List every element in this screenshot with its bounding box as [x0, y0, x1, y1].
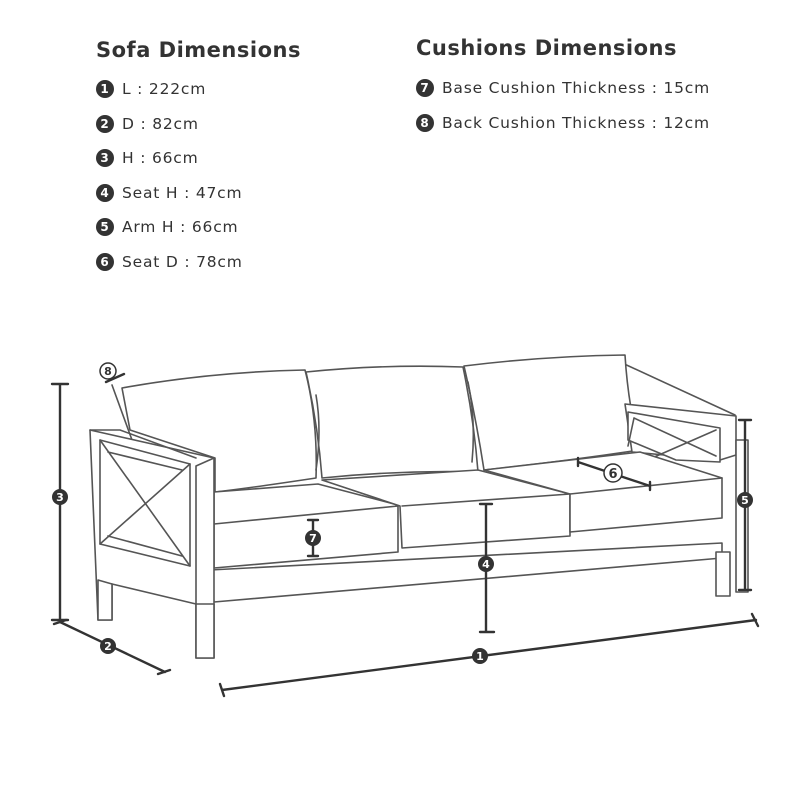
diagram-marker-6 — [604, 464, 622, 482]
spec-value: 78cm — [196, 252, 243, 271]
diagram-marker-5 — [737, 492, 753, 508]
diagram-marker-2 — [100, 638, 116, 654]
diagram-marker-1-label: 1 — [476, 650, 484, 663]
spec-label: Arm H — [122, 218, 175, 237]
spec-label: Base Cushion Thickness — [442, 79, 646, 98]
diagram-marker-2-label: 2 — [104, 640, 112, 653]
marker-2: 2 — [96, 115, 114, 133]
front-right-leg — [716, 552, 730, 596]
diagram-marker-4 — [478, 556, 494, 572]
diagram-marker-5-label: 5 — [741, 494, 749, 507]
cushions-dimensions-heading: Cushions Dimensions — [416, 36, 677, 60]
dimension-line-length — [220, 614, 758, 696]
spec-separator: : — [178, 183, 196, 202]
spec-value: 82cm — [152, 114, 199, 133]
left-back-leg — [196, 604, 214, 658]
marker-8: 8 — [416, 114, 434, 132]
diagram-marker-4-label: 4 — [482, 558, 490, 571]
spec-label: Back Cushion Thickness — [442, 113, 646, 132]
diagram-marker-3-label: 3 — [56, 491, 64, 504]
spec-separator: : — [134, 149, 152, 168]
spec-separator: : — [178, 252, 197, 271]
diagram-marker-7 — [305, 530, 321, 546]
diagram-marker-1 — [472, 648, 488, 664]
spec-separator: : — [645, 113, 664, 132]
back-cushion-middle — [306, 366, 478, 478]
diagram-marker-8-label: 8 — [104, 365, 112, 378]
spec-separator: : — [174, 218, 192, 237]
spec-separator: : — [134, 114, 153, 133]
spec-label: D — [122, 114, 135, 133]
marker-6: 6 — [96, 253, 114, 271]
spec-separator: : — [131, 80, 149, 99]
marker-4: 4 — [96, 184, 114, 202]
marker-1: 1 — [96, 80, 114, 98]
spec-value: 66cm — [191, 218, 239, 237]
diagram-marker-8 — [100, 363, 116, 379]
spec-value: 66cm — [151, 149, 199, 168]
sofa-dimensions-heading: Sofa Dimensions — [96, 38, 301, 62]
marker-7: 7 — [416, 79, 434, 97]
marker-5: 5 — [96, 218, 114, 236]
marker-3: 3 — [96, 149, 114, 167]
spec-value: 15cm — [663, 79, 710, 98]
spec-separator: : — [645, 79, 664, 98]
diagram-marker-7-label: 7 — [309, 532, 317, 545]
spec-label: L — [122, 80, 132, 99]
back-cushion-right — [464, 355, 640, 470]
spec-label: H — [122, 149, 135, 168]
spec-value: 47cm — [195, 183, 243, 202]
diagram-marker-3 — [52, 489, 68, 505]
left-front-leg — [98, 580, 112, 620]
spec-label: Seat D — [122, 252, 179, 271]
diagram-marker-6-label: 6 — [608, 467, 618, 482]
spec-value: 12cm — [663, 113, 710, 132]
spec-value: 222cm — [148, 80, 207, 99]
spec-label: Seat H — [122, 183, 179, 202]
